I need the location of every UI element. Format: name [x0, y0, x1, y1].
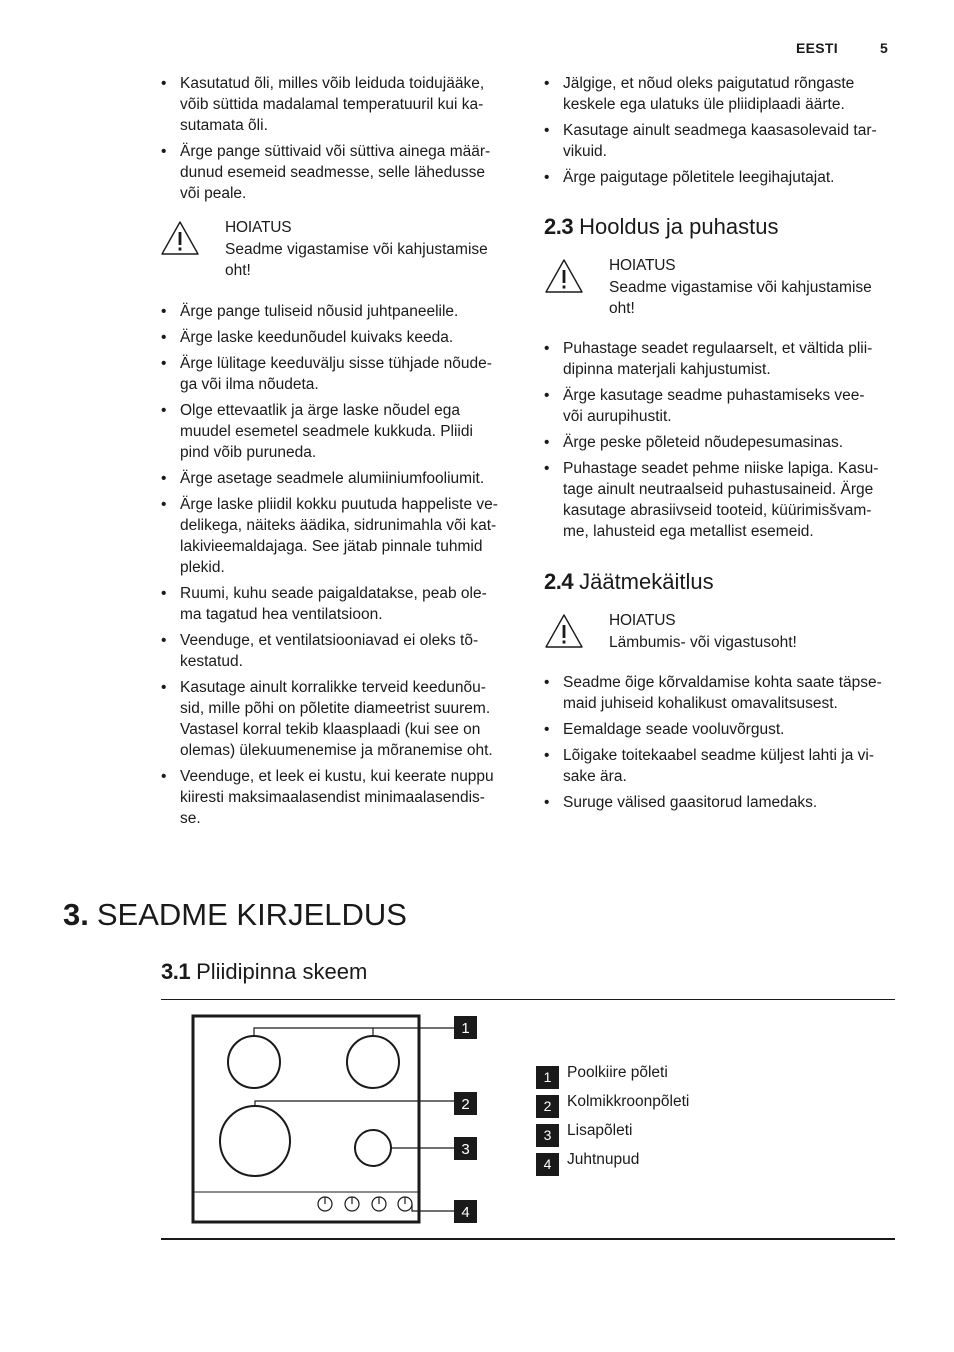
jaatmekaitlus-bullets	[544, 672, 904, 818]
warning-block-hooldus	[544, 256, 904, 320]
warning-text: Seadme vigastamise või kahjustamise oht!	[609, 279, 872, 317]
list-item: • Puhastage seadet pehme niiske lapiga. Kasu- tage ainult neutraalseid puhastusaineid. Ärge kasutage abrasiivseid tooteid, küürimisšvam- me, lahusteid ega metallist esemeid.	[544, 458, 904, 542]
list-item: • Ärge pange tuliseid nõusid juhtpaneelile.	[161, 301, 511, 322]
callout-number-4: 4	[461, 1204, 470, 1221]
left-bullets	[161, 301, 511, 834]
section-title: Pliidipinna skeem	[196, 959, 368, 984]
list-item: • Veenduge, et leek ei kustu, kui keerate nuppu kiiresti maksimaalasendist minimaalasendis- se.	[161, 766, 511, 829]
section-2-3-heading	[544, 214, 778, 240]
list-item: • Eemaldage seade vooluvõrgust.	[544, 719, 904, 740]
section-number: 2.3	[544, 214, 574, 239]
list-item: • Jälgige, et nõud oleks paigutatud rõngaste keskele ega ulatuks üle pliidiplaadi äärte.	[544, 73, 904, 115]
burner-auxiliary	[355, 1130, 391, 1166]
section-number: 3.1	[161, 959, 191, 984]
leader-line-2	[255, 1101, 454, 1106]
legend-label: Kolmikkroonpõleti	[567, 1093, 690, 1110]
leader-line-1	[254, 1028, 454, 1036]
list-item: • Puhastage seadet regulaarselt, et vältida plii- dipinna materjali kahjustumist.	[544, 338, 904, 380]
list-item: • Ärge lülitage keeduvälju sisse tühjade nõude- ga või ilma nõudeta.	[161, 353, 511, 395]
figure-top-rule	[161, 999, 895, 1000]
warning-title: HOIATUS	[225, 219, 292, 236]
warning-triangle-icon	[160, 220, 200, 256]
left-bullets-top	[161, 73, 511, 209]
list-item: • Ärge pange süttivaid või süttiva ainega määr- dunud esemeid seadmesse, selle lähedusse või peale.	[161, 141, 511, 204]
list-item: • Suruge välised gaasitorud lamedaks.	[544, 792, 904, 813]
section-number: 2.4	[544, 569, 574, 594]
warning-title: HOIATUS	[609, 257, 676, 274]
legend-label: Lisapõleti	[567, 1122, 633, 1139]
list-item: • Ärge peske põleteid nõudepesumasinas.	[544, 432, 904, 453]
list-item: • Ärge paigutage põletitele leegihajutajat.	[544, 167, 904, 188]
list-item: • Kasutage ainult korralikke terveid keedunõu- sid, mille põhi on põletite diameetrist suurem. Vastasel korral tekib klaasplaadi (kui see on olemas) ülekuumenemise ja mõranemise oht.	[161, 677, 511, 761]
warning-text: Seadme vigastamise või kahjustamise oht!	[225, 241, 488, 279]
section-title: Hooldus ja puhastus	[579, 214, 779, 239]
hooldus-bullets	[544, 338, 904, 547]
list-item: • Ärge kasutage seadme puhastamiseks vee- või aurupihustit.	[544, 385, 904, 427]
list-item: • Lõigake toitekaabel seadme küljest lahti ja vi- sake ära.	[544, 745, 904, 787]
warning-title: HOIATUS	[609, 612, 676, 629]
legend-badge: 3	[536, 1124, 559, 1147]
callout-number-2: 2	[461, 1096, 470, 1113]
hob-diagram	[190, 1012, 490, 1228]
legend-badge: 1	[536, 1066, 559, 1089]
section-title: Jäätmekäitlus	[579, 569, 714, 594]
list-item: • Kasutatud õli, milles võib leiduda toidujääke, võib süttida madalamal temperatuuril kui ka- sutamata õli.	[161, 73, 511, 136]
section-2-4-heading	[544, 569, 714, 595]
burner-semi-rapid-left	[228, 1036, 280, 1088]
callout-number-3: 3	[461, 1141, 470, 1158]
chapter-title: SEADME KIRJELDUS	[96, 897, 407, 932]
warning-block-jaatmekaitlus	[544, 611, 904, 675]
section-3-1-heading	[161, 959, 367, 985]
callout-number-1: 1	[461, 1020, 470, 1037]
legend-badge: 2	[536, 1095, 559, 1118]
list-item: • Olge ettevaatlik ja ärge laske nõudel ega muudel esemetel seadmele kukkuda. Pliidi pind võib puruneda.	[161, 400, 511, 463]
legend-label: Poolkiire põleti	[567, 1064, 668, 1081]
warning-triangle-icon	[544, 258, 584, 294]
list-item: • Ärge asetage seadmele alumiiniumfooliumit.	[161, 468, 511, 489]
control-knobs	[318, 1197, 412, 1211]
chapter-number: 3.	[63, 897, 89, 932]
list-item: • Ruumi, kuhu seade paigaldatakse, peab ole- ma tagatud hea ventilatsioon.	[161, 583, 511, 625]
burner-triple-crown	[220, 1106, 290, 1176]
page-number: 5	[880, 40, 888, 56]
right-bullets-top	[544, 73, 904, 193]
burner-semi-rapid-right	[347, 1036, 399, 1088]
warning-triangle-icon	[544, 613, 584, 649]
legend-badge: 4	[536, 1153, 559, 1176]
chapter-3-heading	[63, 897, 407, 933]
list-item: • Veenduge, et ventilatsiooniavad ei oleks tõ- kestatud.	[161, 630, 511, 672]
list-item: • Ärge laske pliidil kokku puutuda happeliste ve- delikega, näiteks äädika, sidrunimahla või kat- lakivieemaldajaga. See jätab pinnale tuhmid plekid.	[161, 494, 511, 578]
list-item: • Kasutage ainult seadmega kaasasolevaid tar- vikuid.	[544, 120, 904, 162]
figure-bottom-rule	[161, 1238, 895, 1240]
header-language: EESTI	[796, 40, 838, 56]
warning-block-left	[160, 218, 510, 282]
warning-text: Lämbumis- või vigastusoht!	[609, 634, 797, 651]
list-item: • Ärge laske keedunõudel kuivaks keeda.	[161, 327, 511, 348]
list-item: • Seadme õige kõrvaldamise kohta saate täpse- maid juhiseid kohalikust omavalitsusest.	[544, 672, 904, 714]
legend-label: Juhtnupud	[567, 1151, 640, 1168]
